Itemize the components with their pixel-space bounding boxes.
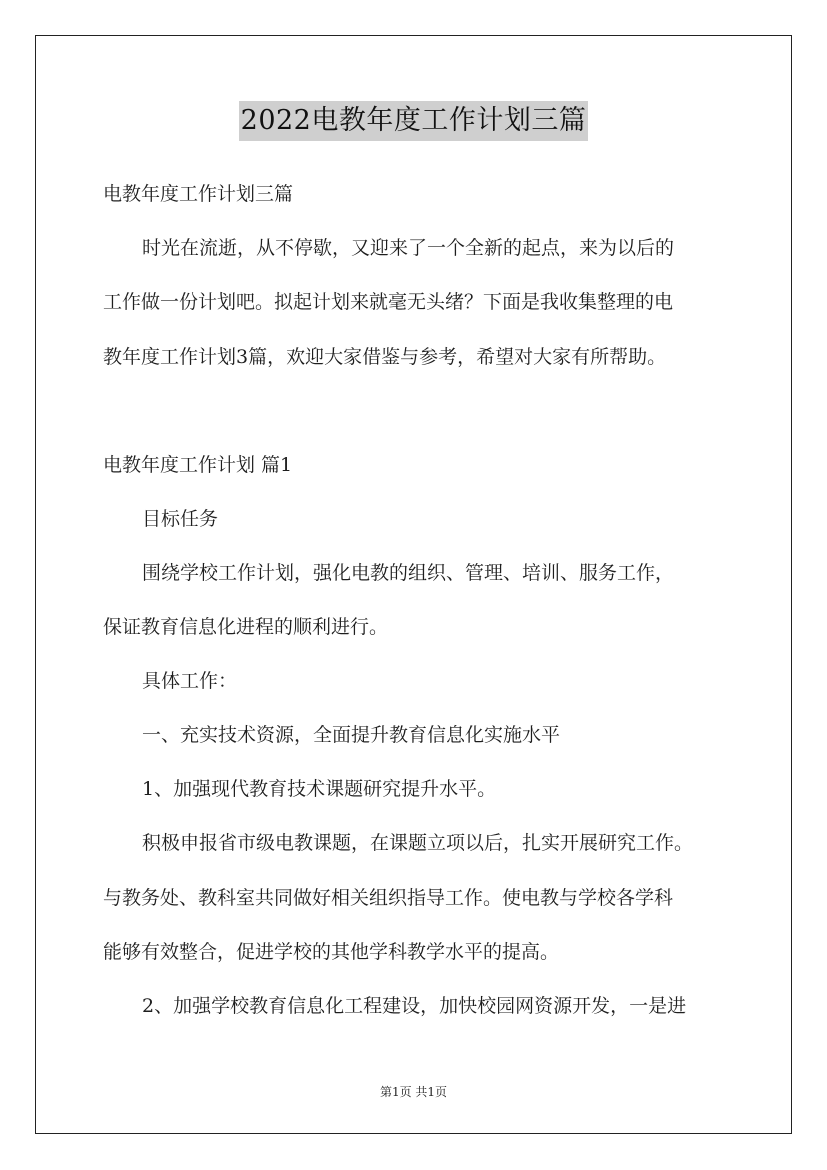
goal-heading: 目标任务: [142, 508, 219, 530]
item-one-1-text-line-2: 与教务处、教科室共同做好相关组织指导工作。使电教与学校各学科: [103, 887, 674, 909]
document-subtitle: 电教年度工作计划三篇: [103, 183, 294, 205]
item-one-2-heading: 2、加强学校教育信息化工程建设，加快校园网资源开发，一是进: [142, 995, 687, 1017]
page-footer: 第1页 共1页: [379, 1085, 448, 1099]
intro-line-3: 教年度工作计划3篇，欢迎大家借鉴与参考，希望对大家有所帮助。: [103, 346, 667, 368]
item-one-1-heading: 1、加强现代教育技术课题研究提升水平。: [142, 778, 497, 800]
item-one-heading: 一、充实技术资源，全面提升教育信息化实施水平: [142, 724, 561, 746]
document-title: 2022电教年度工作计划三篇: [239, 101, 589, 141]
title-container: [0, 101, 827, 141]
intro-line-2: 工作做一份计划吧。拟起计划来就毫无头绪？下面是我收集整理的电: [103, 291, 674, 313]
item-one-1-text-line-1: 积极申报省市级电教课题，在课题立项以后，扎实开展研究工作。: [142, 832, 694, 854]
work-heading: 具体工作：: [142, 670, 238, 692]
intro-line-1: 时光在流逝，从不停歇，又迎来了一个全新的起点，来为以后的: [142, 237, 675, 259]
item-one-1-text-line-3: 能够有效整合，促进学校的其他学科教学水平的提高。: [103, 941, 560, 963]
section-heading: 电教年度工作计划 篇1: [103, 454, 293, 476]
goal-text-line-1: 围绕学校工作计划，强化电教的组织、管理、培训、服务工作，: [142, 562, 675, 584]
goal-text-line-2: 保证教育信息化进程的顺利进行。: [103, 616, 389, 638]
